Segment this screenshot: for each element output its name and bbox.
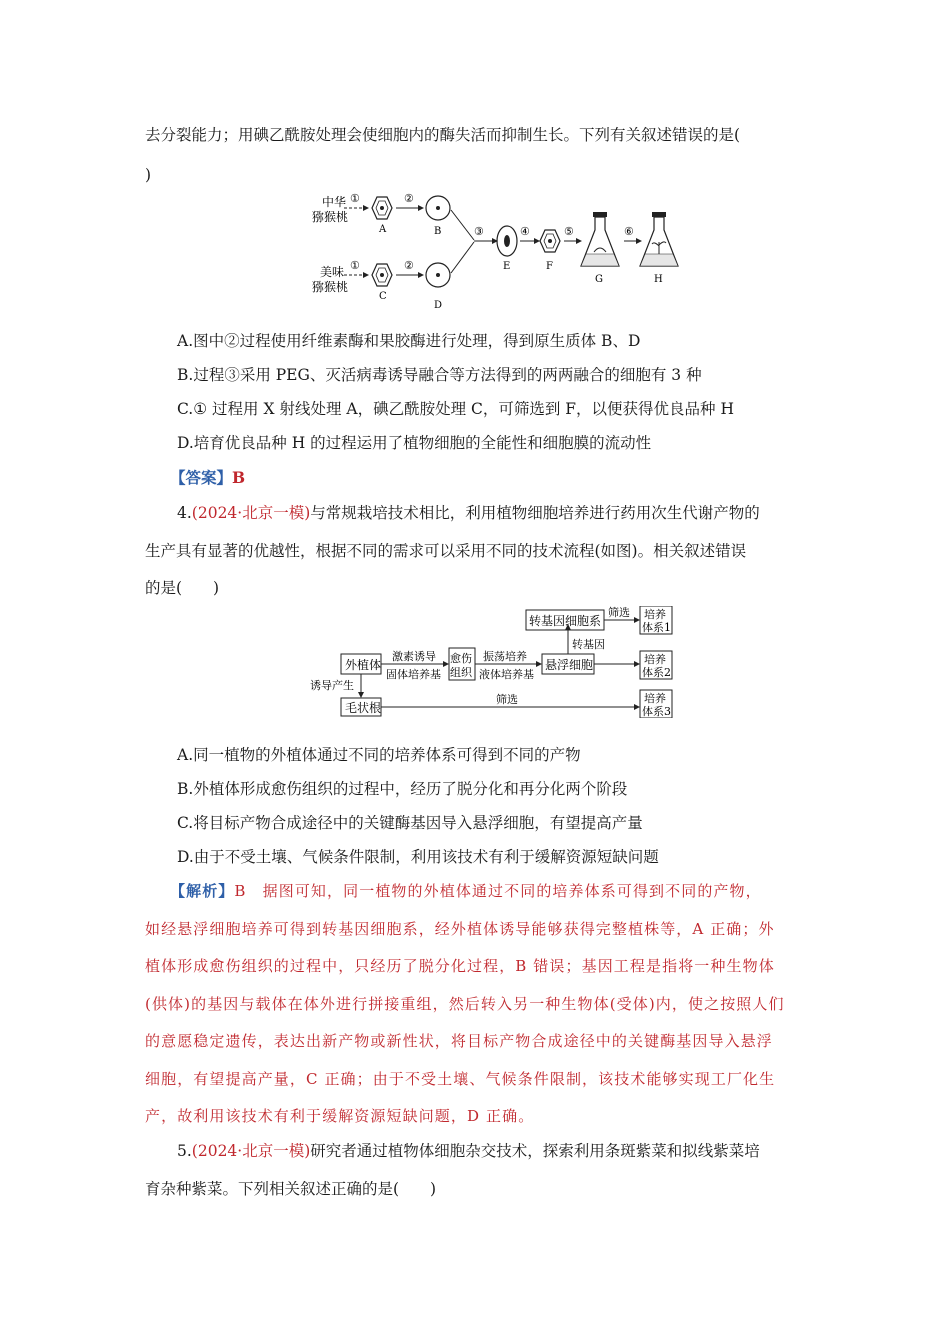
q4-induce: 诱导产生 xyxy=(310,679,354,692)
q3-option-d: D.培育优良品种 H 的过程运用了植物细胞的全能性和细胞膜的流动性 xyxy=(177,434,652,452)
q4-system1-line2: 体系1 xyxy=(642,621,671,634)
q4-stem-line1-rest: 与常规栽培技术相比，利用植物细胞培养进行药用次生代谢产物的 xyxy=(310,504,760,522)
q5-stem-line2: 育杂种紫菜。下列相关叙述正确的是( ) xyxy=(145,1180,437,1198)
q3-answer xyxy=(170,467,245,489)
q3-step4: ④ xyxy=(520,225,530,238)
q4-number: 4. xyxy=(177,504,192,522)
q3-source-top-2: 猕猴桃 xyxy=(312,210,349,224)
q3-flask-h xyxy=(640,212,678,266)
q4-solid: 固体培养基 xyxy=(386,668,441,681)
q4-explanation-line2: 如经悬浮细胞培养可得到转基因细胞系，经外植体诱导能够获得完整植株等，A 正确；外 xyxy=(145,920,775,938)
q4-culture-flow-diagram xyxy=(310,606,678,718)
q4-system3-line2: 体系3 xyxy=(642,705,671,718)
q4-explant: 外植体 xyxy=(345,658,382,672)
q4-transgenic-line: 转基因细胞系 xyxy=(529,614,602,628)
q3-source-top-1: 中华 xyxy=(322,195,347,209)
q4-system1-line1: 培养 xyxy=(644,608,666,621)
q4-system3-line1: 培养 xyxy=(644,692,666,705)
q4-screen-1: 筛选 xyxy=(608,606,630,619)
q4-system2-line2: 体系2 xyxy=(642,666,671,679)
q3-stem-line2: ) xyxy=(145,166,152,184)
q3-stem-line1: 去分裂能力；用碘乙酰胺处理会使细胞内的酶失活而抑制生长。下列有关叙述错误的是( xyxy=(145,126,741,144)
q3-step2-bottom: ② xyxy=(404,259,414,272)
q3-step5: ⑤ xyxy=(564,225,574,238)
q3-label-a: A xyxy=(379,224,387,235)
q4-option-c: C.将目标产物合成途径中的关键酶基因导入悬浮细胞，有望提高产量 xyxy=(177,814,643,832)
q3-answer-value: B xyxy=(232,468,246,487)
q4-explanation-line1 xyxy=(170,880,762,902)
q4-hormone: 激素诱导 xyxy=(392,650,436,663)
q4-shake: 振荡培养 xyxy=(483,650,527,663)
q3-step1-bottom: ① xyxy=(350,259,360,272)
q4-explanation-line6: 细胞，有望提高产量，C 正确；由于不受土壤、气候条件限制，该技术能够实现工厂化生 xyxy=(145,1070,776,1088)
q3-option-c: C.① 过程用 X 射线处理 A，碘乙酰胺处理 C，可筛选到 F，以便获得优良品种 H xyxy=(177,400,734,418)
q3-label-g: G xyxy=(595,274,603,285)
q3-source-bottom-1: 美味 xyxy=(320,265,345,279)
q4-explanation-label: 【解析】 xyxy=(170,882,235,900)
q4-callus-1: 愈伤 xyxy=(450,652,472,665)
q4-hairy-root: 毛状根 xyxy=(345,701,382,715)
q4-screen-2: 筛选 xyxy=(496,693,518,706)
q5-number: 5. xyxy=(177,1142,192,1160)
q4-option-a: A.同一植物的外植体通过不同的培养体系可得到不同的产物 xyxy=(177,746,581,764)
q3-label-e: E xyxy=(503,261,511,272)
q3-label-c: C xyxy=(379,291,387,302)
q3-option-b: B.过程③采用 PEG、灭活病毒诱导融合等方法得到的两两融合的细胞有 3 种 xyxy=(177,366,702,384)
q3-step2-top: ② xyxy=(404,192,414,205)
q4-stem-line2: 生产具有显著的优越性，根据不同的需求可以采用不同的技术流程(如图)。相关叙述错误 xyxy=(145,542,747,560)
q4-explanation-line4: (供体)的基因与载体在体外进行拼接重组，然后转入另一种生物体(受体)内，使之按照人们 xyxy=(145,995,785,1013)
q5-stem-line1-rest: 研究者通过植物体细胞杂交技术，探索利用条斑紫菜和拟线紫菜培 xyxy=(310,1142,760,1160)
q4-stem-line3: 的是( ) xyxy=(145,579,220,597)
q3-label-f: F xyxy=(546,261,553,272)
q4-source: (2024·北京一模) xyxy=(191,504,311,522)
q3-answer-label: 【答案】 xyxy=(170,468,233,487)
q5-source: (2024·北京一模) xyxy=(191,1142,311,1160)
q3-protoplast-fusion-diagram xyxy=(308,188,698,316)
q3-option-a: A.图中②过程使用纤维素酶和果胶酶进行处理，得到原生质体 B、D xyxy=(177,332,641,350)
q4-callus-2: 组织 xyxy=(450,666,472,679)
q3-step6: ⑥ xyxy=(624,225,634,238)
q4-option-d: D.由于不受土壤、气候条件限制，利用该技术有利于缓解资源短缺问题 xyxy=(177,848,659,866)
q3-label-b: B xyxy=(434,226,442,237)
q4-transgene: 转基因 xyxy=(572,638,605,651)
q3-flask-g xyxy=(581,212,619,266)
q3-step3: ③ xyxy=(474,225,484,238)
q4-liquid: 液体培养基 xyxy=(479,668,534,681)
q3-label-h: H xyxy=(654,274,663,285)
q4-system2-line1: 培养 xyxy=(644,653,666,666)
q4-explanation-line7: 产，故利用该技术有利于缓解资源短缺问题，D 正确。 xyxy=(145,1107,535,1125)
q3-label-d: D xyxy=(434,300,443,311)
q4-suspension: 悬浮细胞 xyxy=(545,658,594,672)
q4-explanation-line5: 的意愿稳定遗传，表达出新产物或新性状，将目标产物合成途径中的关键酶基因导入悬浮 xyxy=(145,1032,773,1050)
q4-explanation-line3: 植体形成愈伤组织的过程中，只经历了脱分化过程，B 错误；基因工程是指将一种生物体 xyxy=(145,957,775,975)
q4-option-b: B.外植体形成愈伤组织的过程中，经历了脱分化和再分化两个阶段 xyxy=(177,780,628,798)
q4-explanation-text-1: B 据图可知，同一植物的外植体通过不同的培养体系可得到不同的产物， xyxy=(234,882,762,900)
q3-source-bottom-2: 猕猴桃 xyxy=(312,280,349,294)
q3-step1-top: ① xyxy=(350,192,360,205)
q4-stem-line1 xyxy=(177,502,760,524)
q5-stem-line1 xyxy=(177,1140,760,1162)
